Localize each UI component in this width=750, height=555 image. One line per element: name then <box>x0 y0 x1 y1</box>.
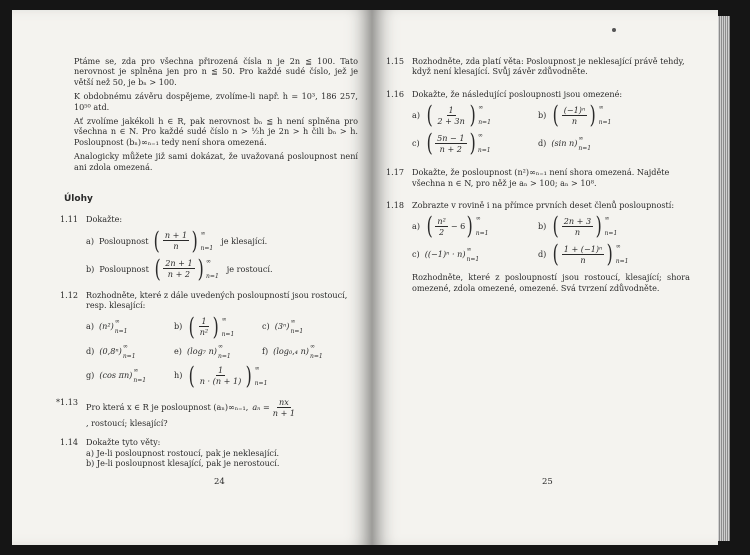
sequence-expression: ( $\frac{2n + 3}{n}$ ) ∞ n=1 <box>552 212 618 241</box>
sequence-expression: ( $\frac{5n - 1}{n + 2}$ ) ∞ n=1 <box>426 129 491 158</box>
exercise-1-13 <box>56 396 358 428</box>
limit-sub: n=1 <box>578 144 592 152</box>
exercise-text-part: aₙ = <box>252 401 270 412</box>
fraction-numerator: 1 <box>201 316 207 327</box>
sequence-expression: ( $\frac{\text{(−1)ⁿ}}{n}$ ) ∞ n=1 <box>552 101 612 130</box>
exercise-text: Dokažte, že posloupnost (n²)∞ₙ₌₁ není shora omezená. Najděte všechna n ∈ N, pro něž je aₙ > 100; aₙ > 10⁸. <box>412 167 670 188</box>
item-label: c) <box>262 321 270 332</box>
sequence-expression: (n²) <box>98 321 114 332</box>
page-number-left: 24 <box>214 477 225 487</box>
exercise-number: 1.11 <box>60 214 79 225</box>
exercise-1-16-row-1 <box>412 101 690 130</box>
limit-sub: n=1 <box>477 147 491 155</box>
sequence-expression: ((−1)ⁿ · n) <box>424 249 466 260</box>
fraction-denominator: n <box>173 241 179 252</box>
item-label: d) <box>86 345 95 356</box>
sequence-expression: ( $\frac{n + 1}{n}$ ) ∞ n=1 <box>154 226 214 255</box>
item-label: a) <box>412 110 420 121</box>
fraction-numerator: 2n + 3 <box>563 215 592 226</box>
sequence-expression: (cos πn) <box>99 370 133 381</box>
intro-paragraph-4: Analogicky můžete již sami dokázat, že uvažovaná posloupnost není ani zdola omezená. <box>74 151 358 172</box>
fraction-numerator: 1 <box>217 365 224 376</box>
exercise-text <box>74 397 358 428</box>
limit-sub: n=1 <box>200 244 214 252</box>
exercise-1-18-row-1 <box>412 212 690 241</box>
fraction-numerator: 2n + 1 <box>165 258 193 269</box>
limit-sub: n=1 <box>615 258 629 266</box>
exercise-number: 1.15 <box>386 56 405 66</box>
item-label: h) <box>174 370 183 381</box>
limit-sub: n=1 <box>206 272 219 280</box>
exercise-number: 1.17 <box>386 167 405 178</box>
exercise-1-11-a <box>86 226 358 255</box>
sequence-expression: (log₇ n) <box>186 345 217 356</box>
exercise-1-12-row-3 <box>86 361 358 390</box>
section-title: Úlohy <box>64 194 93 205</box>
exercise-text: Dokažte: <box>86 214 123 225</box>
fraction-numerator: (−1)ⁿ <box>563 104 586 115</box>
sequence-expression: ( $\frac{2n + 1}{n + 2}$ ) ∞ n=1 <box>154 254 219 283</box>
item-label: d) <box>538 249 547 260</box>
limit-sup: ∞ <box>604 215 610 223</box>
intro-paragraph-2: K obdobnému závěru dospějeme, zvolíme-li např. h = 10³, 186 257, 10⁵⁰ atd. <box>74 91 358 112</box>
left-page <box>12 10 372 545</box>
item-label: b) <box>538 221 547 232</box>
exercise-1-14 <box>60 437 358 468</box>
item-label: f) <box>262 345 269 356</box>
fraction-numerator: n² <box>437 215 446 226</box>
item-text: Posloupnost <box>98 235 149 246</box>
exercise-number: 1.16 <box>386 88 405 99</box>
right-page-content <box>386 56 690 297</box>
intro-paragraph-1: Ptáme se, zda pro všechna přirozená čísla n je 2n ≦ 100. Tato nerovnost je splněna jen pro n ≦ 50. Pro každé sudé číslo, jež je větší než 50, je bₙ > 100. <box>74 56 358 87</box>
exercise-text-part: , rostoucí; klesající? <box>86 417 168 428</box>
fraction-denominator: n + 2 <box>439 143 462 154</box>
fraction-numerator: 1 + (−1)ⁿ <box>563 243 603 254</box>
exercise-text: Rozhodněte, které z dále uvedených posloupností jsou rostoucí, resp. klesající: <box>86 289 348 311</box>
limit-sub: n=1 <box>221 330 235 338</box>
limit-sub: n=1 <box>114 328 128 336</box>
exercise-number: 1.18 <box>386 200 405 211</box>
fraction-denominator: 2 + 3n <box>437 115 465 126</box>
item-text: Posloupnost <box>99 263 149 274</box>
item-label: b) <box>174 321 183 332</box>
fraction-denominator: n <box>571 115 578 126</box>
exercise-1-18 <box>386 200 690 293</box>
sequence-expression: ( $\frac{\text{n²}}{2}$ − 6 ) ∞ n=1 <box>426 212 489 241</box>
item-label: a) <box>86 321 94 332</box>
fraction-denominator: n + 1 <box>272 407 296 418</box>
exercise-1-16 <box>386 88 690 158</box>
exercise-1-16-row-2 <box>412 129 690 158</box>
right-page <box>372 10 718 545</box>
exercise-1-12-row-2 <box>86 343 358 360</box>
exercise-1-12 <box>60 289 358 390</box>
exercise-1-12-row-1 <box>86 312 358 341</box>
fraction-denominator: n · (n + 1) <box>199 376 242 387</box>
print-mark <box>612 28 616 32</box>
fraction-numerator: 5n − 1 <box>437 132 465 143</box>
fraction-denominator: n <box>580 254 586 265</box>
item-text: je rostoucí. <box>226 263 273 274</box>
fraction-numerator: nx <box>279 396 289 407</box>
limit-sub: n=1 <box>466 255 480 263</box>
exercise-1-18-closing: Rozhodněte, které z posloupností jsou rostoucí, klesající; shora omezené, zdola omezené, omezené. Svá tvrzení zdůvodněte. <box>412 272 690 293</box>
left-page-content <box>56 56 358 468</box>
item-label: b) <box>86 263 95 274</box>
limit-sup: ∞ <box>478 104 484 112</box>
exercise-1-15 <box>386 56 690 77</box>
limit-sup: ∞ <box>254 364 260 372</box>
limit-sub: n=1 <box>475 230 489 238</box>
exercise-text-part: Pro která x ∈ R je posloupnost (aₙ)∞ₙ₌₁, <box>86 401 249 412</box>
exercise-1-14-a: a) Je-li posloupnost rostoucí, pak je neklesající. <box>86 447 280 458</box>
exercise-text: Dokažte tyto věty: <box>86 437 161 448</box>
sequence-expression: ( $\frac{1}{2 + 3n}$ ) ∞ n=1 <box>426 101 491 130</box>
limit-sub: n=1 <box>478 119 491 127</box>
limit-sub: n=1 <box>598 119 612 127</box>
sequence-expression: ( $\frac{1}{\text{n²}}$ ) ∞ n=1 <box>188 312 235 341</box>
open-book <box>12 10 732 545</box>
item-label: e) <box>174 345 182 356</box>
exercise-number: 1.14 <box>60 437 79 448</box>
fraction-numerator: 1 <box>448 104 454 115</box>
item-label: g) <box>86 370 95 381</box>
limit-sup: ∞ <box>217 342 223 350</box>
item-label: d) <box>538 138 547 149</box>
limit-sup: ∞ <box>114 318 120 326</box>
limit-sup: ∞ <box>578 134 584 142</box>
fraction <box>271 397 297 418</box>
limit-sup: ∞ <box>221 315 227 323</box>
limit-sub: n=1 <box>217 352 231 360</box>
intro-paragraph-3: Ať zvolíme jakékoli h ∈ R, pak nerovnost bₙ ≦ h není splněna pro všechna n ∈ N. Pro každé sudé číslo n > ½h je 2n > h čili bₙ > h. Posloupnost (bₙ)∞ₙ₌₁ tedy není shora omezená. <box>74 116 358 147</box>
limit-sup: ∞ <box>133 367 139 375</box>
exercise-text: Rozhodněte, zda platí věta: Posloupnost je neklesající právě tehdy, když není klesající. Svůj závěr zdůvodněte. <box>412 56 685 77</box>
item-text: je klesající. <box>221 235 268 246</box>
limit-sup: ∞ <box>475 215 481 223</box>
sequence-expression: (sin n) <box>551 138 578 149</box>
limit-sup: ∞ <box>309 342 315 350</box>
item-label: b) <box>538 110 547 121</box>
limit-sup: ∞ <box>598 104 604 112</box>
limit-sup: ∞ <box>200 229 206 237</box>
sequence-expression: ( $\frac{1}{n \cdot (n + 1)}$ ) ∞ n=1 <box>189 361 268 390</box>
limit-sub: n=1 <box>290 328 304 336</box>
item-label: a) <box>86 235 94 246</box>
page-number-right: 25 <box>542 477 553 487</box>
page-stack-edge <box>718 16 730 541</box>
exercise-text: Zobrazte v rovině i na přímce prvních deset členů posloupností: <box>412 200 675 211</box>
sequence-expression: (3ⁿ) <box>274 321 290 332</box>
exercise-1-11-b <box>86 254 358 283</box>
limit-sub: n=1 <box>309 352 323 360</box>
limit-sup: ∞ <box>206 257 212 265</box>
exercise-1-11 <box>60 214 358 283</box>
exercise-1-18-row-2 <box>412 240 690 269</box>
sequence-expression: (log₀,₄ n) <box>273 345 309 356</box>
limit-sup: ∞ <box>122 342 128 350</box>
fraction-denominator: n² <box>199 327 209 338</box>
item-label: c) <box>412 138 420 149</box>
fraction-denominator: 2 <box>439 226 445 237</box>
exercise-text: Dokažte, že následující posloupnosti jsou omezené: <box>412 88 623 99</box>
fraction-denominator: n + 2 <box>167 269 191 280</box>
limit-sup: ∞ <box>290 318 296 326</box>
item-label: c) <box>412 249 420 260</box>
item-label: a) <box>412 221 420 232</box>
limit-sup: ∞ <box>477 132 483 140</box>
limit-sub: n=1 <box>604 230 618 238</box>
exercise-number: *1.13 <box>56 396 79 407</box>
limit-sub: n=1 <box>254 379 268 387</box>
exercise-number: 1.12 <box>60 289 79 300</box>
exercise-1-17 <box>386 167 690 188</box>
limit-sup: ∞ <box>615 243 621 251</box>
limit-sub: n=1 <box>122 352 136 360</box>
limit-sup: ∞ <box>466 245 472 253</box>
fraction-denominator: n <box>574 226 581 237</box>
sequence-expression: (0,8ⁿ) <box>99 345 122 356</box>
sequence-expression: ( $\frac{\text{1 + (−1)ⁿ}}{n}$ ) ∞ n=1 <box>552 240 629 269</box>
fraction-numerator: n + 1 <box>164 230 188 241</box>
limit-sub: n=1 <box>133 377 147 385</box>
expression-tail: − 6 <box>450 221 466 232</box>
exercise-1-14-b: b) Je-li posloupnost klesající, pak je nerostoucí. <box>86 457 280 468</box>
